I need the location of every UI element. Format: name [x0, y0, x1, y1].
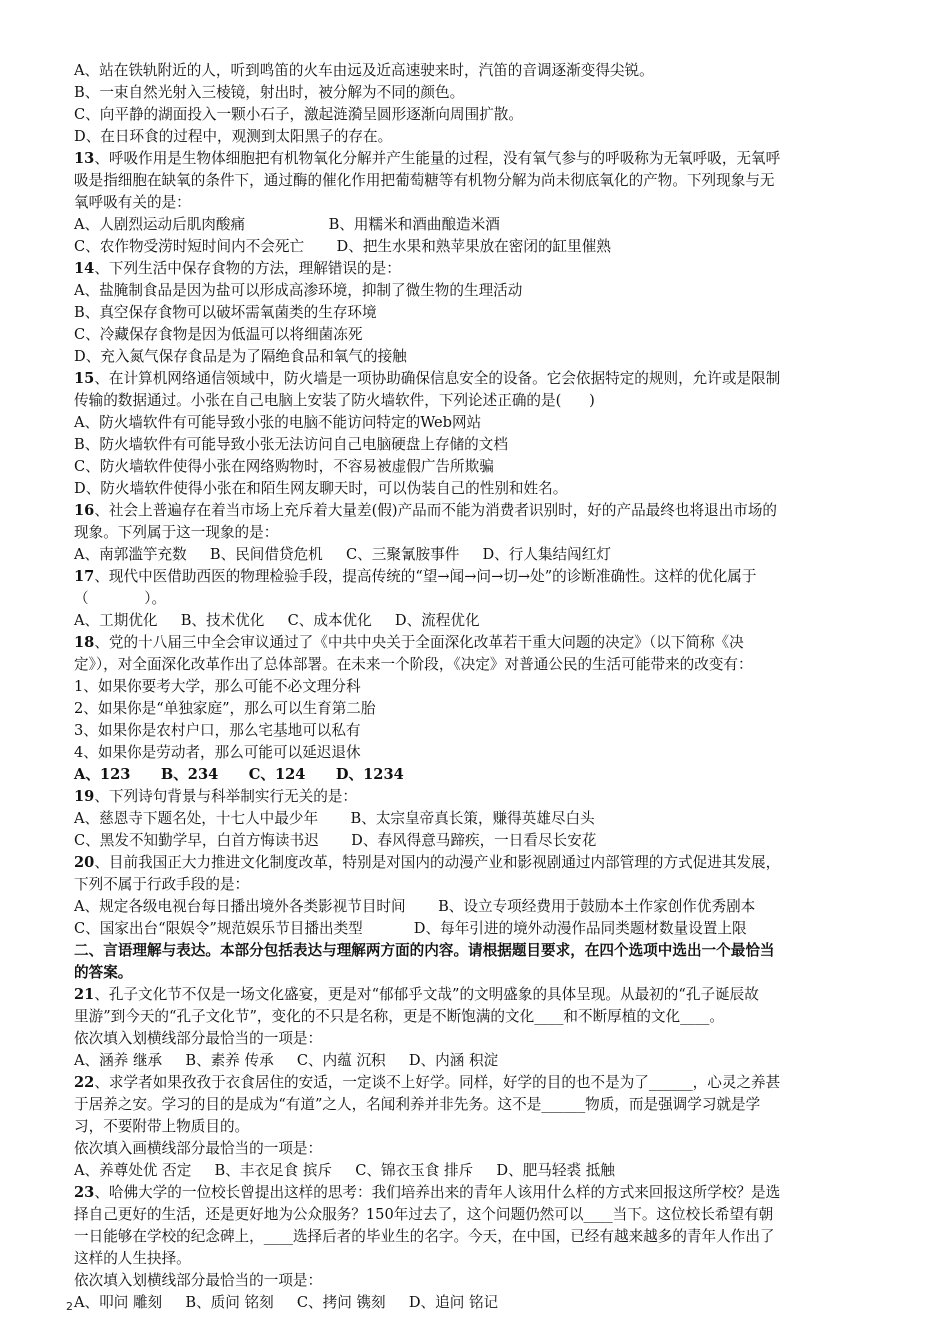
question-line [74, 1072, 884, 1094]
text-line [74, 588, 884, 610]
question-number: 19 [74, 788, 95, 805]
line-text: 、哈佛大学的一位校长曾提出这样的思考：我们培养出来的青年人该用什么样的方式来回报这所学校？是选 [94, 1184, 781, 1201]
text-line [74, 192, 884, 214]
question-line [74, 1182, 884, 1204]
line-text: 、求学者如果孜孜于衣食居住的安适，一定谈不上好学。同样，好学的目的也不是为了______，心灵之养甚 [94, 1074, 781, 1091]
text-line [74, 1094, 884, 1116]
text-line [74, 478, 884, 500]
line-text: 、党的十八届三中全会审议通过了《中共中央关于全面深化改革若干重大问题的决定》（以下简称《决 [94, 634, 744, 651]
question-number: 17 [74, 568, 95, 585]
line-text: 、现代中医借助西医的物理检验手段，提高传统的“望→闻→问→切→处”的诊断准确性。这样的优化属于 [94, 568, 757, 585]
text-line [74, 82, 884, 104]
text-line [74, 390, 884, 412]
text-line [74, 1226, 884, 1248]
text-line [74, 170, 884, 192]
question-line [74, 632, 884, 654]
line-text: 依次填入画横线部分最恰当的一项是： [74, 1140, 323, 1157]
text-line [74, 544, 884, 566]
line-text: C、农作物受涝时短时间内不会死亡 D、把生水果和熟苹果放在密闭的缸里催熟 [74, 238, 611, 255]
text-line [74, 654, 884, 676]
line-text: 依次填入划横线部分最恰当的一项是： [74, 1272, 323, 1289]
text-line [74, 830, 884, 852]
line-text: A、站在铁轨附近的人，听到鸣笛的火车由远及近高速驶来时，汽笛的音调逐渐变得尖锐。 [74, 62, 654, 79]
line-text: 于居养之安。学习的目的是成为“有道”之人，名闻利养并非先务。这不是______物质，而是强调学习就是学 [74, 1096, 761, 1113]
exam-questions [74, 60, 884, 1314]
text-line [74, 610, 884, 632]
text-line [74, 1160, 884, 1182]
text-line [74, 676, 884, 698]
question-number: 13 [74, 150, 95, 167]
line-text: 吸是指细胞在缺氧的条件下，通过酶的催化作用把葡萄糖等有机物分解为尚未彻底氧化的产物。下列现象与无 [74, 172, 775, 189]
text-line [74, 720, 884, 742]
line-text: 择自己更好的生活，还是更好地为公众服务？150年过去了，这个问题仍然可以____当下。这位校长希望有朝 [74, 1206, 774, 1223]
line-text: D、在日环食的过程中，观测到太阳黑子的存在。 [74, 128, 393, 145]
text-line [74, 1138, 884, 1160]
text-line [74, 1050, 884, 1072]
line-text: C、冷藏保存食物是因为低温可以将细菌冻死 [74, 326, 363, 343]
line-text: 一日能够在学校的纪念碑上，____选择后者的毕业生的名字。今天，在中国，已经有越来越多的青年人作出了 [74, 1228, 775, 1245]
line-text: 这样的人生抉择。 [74, 1250, 191, 1267]
text-line [74, 1248, 884, 1270]
line-text: 、孔子文化节不仅是一场文化盛宴，更是对“郁郁乎文哉”的文明盛象的具体呈现。从最初的“孔子诞辰故 [94, 986, 759, 1003]
line-text: 4、如果你是劳动者，那么可能可以延迟退休 [74, 744, 361, 761]
line-text: C、黑发不知勤学早，白首方悔读书迟 D、春风得意马蹄疾，一日看尽长安花 [74, 832, 597, 849]
line-text: B、一束自然光射入三棱镜，射出时，被分解为不同的颜色。 [74, 84, 465, 101]
line-text: 依次填入划横线部分最恰当的一项是： [74, 1030, 323, 1047]
question-line [74, 368, 884, 390]
question-number: 20 [74, 854, 95, 871]
text-line [74, 214, 884, 236]
line-text: B、防火墙软件有可能导致小张无法访问自己电脑硬盘上存储的文档 [74, 436, 508, 453]
line-text: 2、如果你是“单独家庭”，那么可以生育第二胎 [74, 700, 376, 717]
line-text: 传输的数据通过。小张在自己电脑上安装了防火墙软件，下列论述正确的是( ) [74, 392, 595, 409]
line-text: A、养尊处优 否定 B、丰衣足食 摈斥 C、锦衣玉食 排斥 D、肥马轻裘 抵触 [74, 1162, 615, 1179]
text-line [74, 1006, 884, 1028]
section-heading: 的答案。 [74, 964, 133, 981]
line-text: 、下列生活中保存食物的方法，理解错误的是： [94, 260, 401, 277]
text-line [74, 126, 884, 148]
question-number: 21 [74, 986, 95, 1003]
text-line [74, 346, 884, 368]
text-line [74, 434, 884, 456]
text-line [74, 1204, 884, 1226]
line-text: （ ）。 [74, 590, 167, 607]
text-line [74, 324, 884, 346]
question-number: 15 [74, 370, 95, 387]
text-line [74, 918, 884, 940]
line-text: A、人剧烈运动后肌肉酸痛 B、用糯米和酒曲酿造米酒 [74, 216, 500, 233]
text-line [74, 412, 884, 434]
text-line [74, 1028, 884, 1050]
text-line [74, 280, 884, 302]
line-text: 、在计算机网络通信领域中，防火墙是一项协助确保信息安全的设备。它会依据特定的规则，允许或是限制 [94, 370, 781, 387]
text-line [74, 808, 884, 830]
question-line [74, 500, 884, 522]
question-number: 16 [74, 502, 95, 519]
text-line [74, 698, 884, 720]
text-line [74, 104, 884, 126]
question-line [74, 984, 884, 1006]
line-text: A、盐腌制食品是因为盐可以形成高渗环境，抑制了微生物的生理活动 [74, 282, 523, 299]
question-line [74, 258, 884, 280]
line-text: 定》），对全面深化改革作出了总体部署。在未来一个阶段，《决定》对普通公民的生活可能带来的改变有： [74, 656, 753, 673]
line-text: 氧呼吸有关的是： [74, 194, 191, 211]
question-number: 22 [74, 1074, 95, 1091]
line-text: 、呼吸作用是生物体细胞把有机物氧化分解并产生能量的过程，没有氧气参与的呼吸称为无氧呼吸，无氧呼 [94, 150, 781, 167]
question-number: 18 [74, 634, 95, 651]
text-line [74, 764, 884, 786]
question-line [74, 148, 884, 170]
text-line [74, 522, 884, 544]
line-text: C、国家出台“限娱令”规范娱乐节目播出类型 D、每年引进的境外动漫作品同类题材数量设置上限 [74, 920, 747, 937]
line-text: B、真空保存食物可以破坏需氧菌类的生存环境 [74, 304, 377, 321]
line-text: A、防火墙软件有可能导致小张的电脑不能访问特定的Web网站 [74, 414, 482, 431]
question-number: 23 [74, 1184, 95, 1201]
text-line [74, 1270, 884, 1292]
text-line [74, 896, 884, 918]
line-text: A、涵养 继承 B、素养 传承 C、内蕴 沉积 D、内涵 积淀 [74, 1052, 499, 1069]
line-text: C、向平静的湖面投入一颗小石子，激起涟漪呈圆形逐渐向周围扩散。 [74, 106, 523, 123]
section-heading: 二、言语理解与表达。本部分包括表达与理解两方面的内容。请根据题目要求，在四个选项中选出一个最恰当 [74, 942, 775, 959]
text-line [74, 236, 884, 258]
question-number: 14 [74, 260, 95, 277]
line-text: C、防火墙软件使得小张在网络购物时，不容易被虚假广告所欺骗 [74, 458, 494, 475]
line-text: A、南郭滥竽充数 B、民间借贷危机 C、三聚氰胺事件 D、行人集结闯红灯 [74, 546, 611, 563]
line-text: 下列不属于行政手段的是： [74, 876, 250, 893]
line-text: A、叩问 雕刻 B、质问 铭刻 C、拷问 镌刻 D、追问 铭记 [74, 1294, 499, 1311]
line-text: 里游”到今天的“孔子文化节”，变化的不只是名称，更是不断饱满的文化____和不断厚植的文化____。 [74, 1008, 724, 1025]
question-line [74, 852, 884, 874]
line-text: 、下列诗句背景与科举制实行无关的是： [94, 788, 358, 805]
line-text: A、工期优化 B、技术优化 C、成本优化 D、流程优化 [74, 612, 480, 629]
text-line [74, 1116, 884, 1138]
line-text: D、防火墙软件使得小张在和陌生网友聊天时，可以伪装自己的性别和姓名。 [74, 480, 568, 497]
line-text: A、慈恩寺下题名处，十七人中最少年 B、太宗皇帝真长策，赚得英雄尽白头 [74, 810, 595, 827]
line-text: D、充入氮气保存食品是为了隔绝食品和氧气的接触 [74, 348, 407, 365]
line-text: 1、如果你要考大学，那么可能不必文理分科 [74, 678, 361, 695]
line-text: 、目前我国正大力推进文化制度改革，特别是对国内的动漫产业和影视剧通过内部管理的方式促进其发展， [94, 854, 781, 871]
line-text: A、123 B、234 C、124 D、1234 [74, 766, 404, 783]
line-text: 现象。下列属于这一现象的是： [74, 524, 279, 541]
page-number: 2 [66, 1300, 73, 1313]
question-line [74, 566, 884, 588]
text-line [74, 1292, 884, 1314]
line-text: 3、如果你是农村户口，那么宅基地可以私有 [74, 722, 361, 739]
text-line [74, 874, 884, 896]
line-text: A、规定各级电视台每日播出境外各类影视节目时间 B、设立专项经费用于鼓励本土作家创作优秀剧本 [74, 898, 756, 915]
question-line [74, 786, 884, 808]
text-line [74, 302, 884, 324]
line-text: 、社会上普遍存在着当市场上充斥着大量差(假)产品而不能为消费者识别时，好的产品最终也将退出市场的 [94, 502, 778, 519]
text-line [74, 742, 884, 764]
text-line [74, 456, 884, 478]
line-text: 习，不要附带上物质目的。 [74, 1118, 250, 1135]
text-line [74, 60, 884, 82]
